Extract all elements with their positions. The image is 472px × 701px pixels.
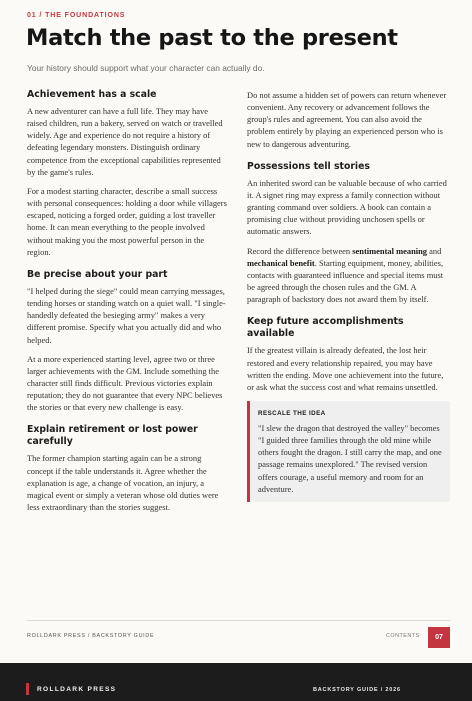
footer-publication: ROLLDARK PRESS / BACKSTORY GUIDE <box>27 633 155 639</box>
emphasis-mechanical: mechanical benefit <box>247 257 315 268</box>
text-run: Record the difference between <box>247 245 353 256</box>
section-heading-future: Keep future accomplishments available <box>247 316 404 340</box>
right-column <box>247 89 450 502</box>
section-heading-precise: Be precise about your part <box>27 268 168 280</box>
text-run: and <box>427 245 442 256</box>
section-heading-achievement: Achievement has a scale <box>27 89 157 100</box>
left-column <box>27 89 228 520</box>
page-title: Match the past to the present <box>26 25 398 51</box>
paragraph <box>247 245 450 306</box>
paragraph: A new adventurer can have a full life. They may have raised children, run a bakery, served on watch or travelled widely. Age and experience do not require a history of defeating legendary monsters. Distinguish ordinary competence from the exceptional capabilities represented by the game's rules. <box>27 106 223 177</box>
paragraph: An inherited sword can be valuable because of who carried it. A signet ring may express a family connection without granting command over soldiers. A book can contain a promising clue without providing unchosen spells or automatic answers. <box>247 177 447 237</box>
emphasis-sentimental: sentimental meaning <box>352 245 428 256</box>
paragraph: "I helped during the siege" could mean carrying messages, tending horses or standing watch on a quiet wall. "I single-handedly defeated the besieging army" makes a very different promise. Specify what you actually did and who helped. <box>27 285 226 345</box>
brand-name: ROLLDARK PRESS <box>37 686 117 693</box>
paragraph: The former champion starting again can be a strong concept if the table understands it. Agree whether the explanation is age, a change of vocation, an injury, a magical event or simply a veteran whose old duties were less extraordinary than the stories suggest. <box>27 453 219 513</box>
page-subtitle: Your history should support what your character can actually do. <box>27 63 265 73</box>
paragraph: If the greatest villain is already defeated, the lost heir restored and every relationship repaired, you may have written the ending. Move one achievement into the future, or ask what the success cost and what remains unsettled. <box>247 345 444 392</box>
section-heading-possessions: Possessions tell stories <box>247 160 370 172</box>
page-number-badge: 07 <box>428 627 450 648</box>
callout-box <box>247 401 450 502</box>
paragraph: At a more experienced starting level, agree two or three larger achievements with the GM. Include something the character still finds difficult. Previous victories explain reputation; they do not guarantee that every NPC believes the stories or that every new challenge is easy. <box>27 353 223 413</box>
callout-text: "I slew the dragon that destroyed the valley" becomes "I guided three families through the old mine while others fought the dragon. I still carry the map, and one passage remains unexplored." The revised version offers courage, a useful memory and room for an adventure. <box>258 422 442 494</box>
brand-accent-mark <box>26 683 29 695</box>
paragraph: Do not assume a hidden set of powers can return whenever convenient. Any recovery or advancement follows the group's rules and agreement. You can also avoid the problem entirely by playing an experienced person who is new to dangerous adventuring. <box>247 90 447 149</box>
contents-link[interactable]: CONTENTS <box>386 633 420 639</box>
section-kicker: 01 / THE FOUNDATIONS <box>27 12 126 19</box>
section-heading-retirement: Explain retirement or lost power carefully <box>27 424 198 448</box>
guide-year-label: BACKSTORY GUIDE / 2026 <box>313 687 401 693</box>
paragraph: For a modest starting character, describe a small success with personal consequences: holding a door while villagers escaped, noticing a forged order, guiding a lost traveller home. It can mean everything to the people involved without making you the most powerful person in the region. <box>27 185 227 257</box>
bottom-bar <box>0 663 472 701</box>
footer-divider <box>27 620 450 621</box>
callout-label: RESCALE THE IDEA <box>258 409 326 417</box>
text-run: . Starting equipment, money, abilities, contacts with guaranteed influence and special items must be agreed through the chosen rules and the GM. A paragraph of backstory does not award them by itself. <box>247 257 444 305</box>
